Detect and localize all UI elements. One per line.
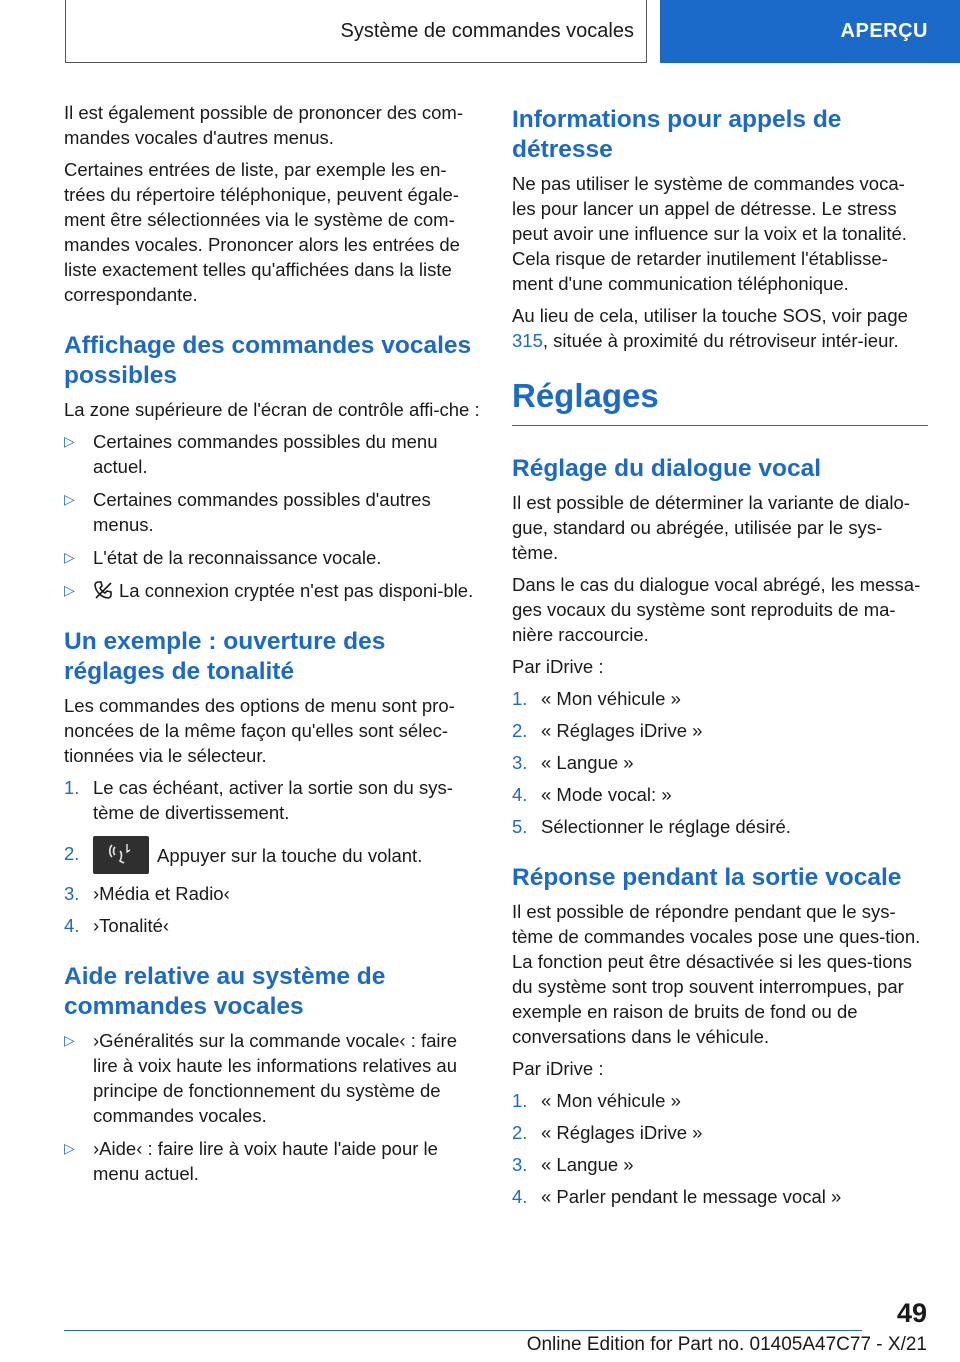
list-item: 3. « Langue » — [512, 1154, 634, 1175]
voice-steering-button-icon — [93, 836, 149, 874]
list-item: ▷ Certaines commandes possibles d'autres menus. — [64, 489, 431, 535]
list-item: 4. « Parler pendant le message vocal » — [512, 1186, 842, 1207]
bullet-list-affichage — [64, 429, 484, 603]
left-column — [64, 100, 484, 1194]
paragraph: Au lieu de cela, utiliser la touche SOS, voir page 315, située à proximité du rétroviseur intér-ieur. — [512, 305, 908, 351]
heading-reponse: Réponse pendant la sortie vocale — [512, 864, 902, 891]
header-tab-label: APERÇU — [840, 20, 928, 42]
bullet-icon: ▷ — [64, 433, 75, 449]
paragraph: Par iDrive : — [512, 656, 604, 677]
heading-reglages: Réglages — [512, 373, 928, 426]
list-item: ▷ ›Aide‹ : faire lire à voix haute l'aide pour le menu actuel. — [64, 1138, 438, 1184]
right-column — [512, 100, 928, 1216]
paragraph: Dans le cas du dialogue vocal abrégé, les messa-ges vocaux du système sont reproduits de ma-nière raccourcie. — [512, 574, 921, 645]
heading-exemple: Un exemple : ouverture des réglages de tonalité — [64, 628, 386, 685]
paragraph: Par iDrive : — [512, 1058, 604, 1079]
list-item: 5. Sélectionner le réglage désiré. — [512, 816, 791, 837]
list-item: ▷ Certaines commandes possibles du menu actuel. — [64, 431, 438, 477]
bullet-icon: ▷ — [64, 582, 75, 598]
footer-edition: Online Edition for Part no. 01405A47C77 - X/21 — [526, 1334, 927, 1355]
paragraph: Certaines entrées de liste, par exemple les en-trées du répertoire téléphonique, peuvent égale-ment être sélectionnées via le système de com-mandes vocales. Prononcer alors les entrées de liste exactement telles qu'affichées dans la liste correspondante. — [64, 159, 460, 305]
paragraph: Il est possible de déterminer la variante de dialo-gue, standard ou abrégée, utilisée par le sys-tème. — [512, 492, 910, 563]
paragraph: Ne pas utiliser le système de commandes voca-les pour lancer un appel de détresse. Le stress peut avoir une influence sur la voix et la tonalité. Cela risque de retarder inutilement l'établisse-ment d'une communication téléphonique. — [512, 173, 907, 294]
heading-affichage: Affichage des commandes vocales possibles — [64, 332, 472, 389]
heading-detresse: Informations pour appels de détresse — [512, 106, 842, 163]
steps-exemple — [64, 775, 484, 938]
list-item: 3. « Langue » — [512, 752, 634, 773]
list-item: ▷ L'état de la reconnaissance vocale. — [64, 547, 382, 568]
paragraph: La zone supérieure de l'écran de contrôle affi-che : — [64, 399, 480, 420]
steps-dialogue — [512, 686, 928, 839]
paragraph: Il est possible de répondre pendant que le sys-tème de commandes vocales pose une ques-tion. La fonction peut être désactivée si les ques-tions du système sont trop souvent interrompues, par exemple en raison de bruits de fond ou de conversations dans le véhicule. — [512, 901, 921, 1047]
bullet-list-aide — [64, 1028, 484, 1186]
paragraph: Les commandes des options de menu sont pro-noncées de la même façon qu'elles sont sélec-tionnées via le sélecteur. — [64, 695, 455, 766]
bullet-icon: ▷ — [64, 1032, 75, 1048]
list-item: 1. « Mon véhicule » — [512, 1090, 681, 1111]
bullet-icon: ▷ — [64, 549, 75, 565]
header-section-title: Système de commandes vocales — [340, 19, 634, 42]
heading-dialogue: Réglage du dialogue vocal — [512, 455, 822, 482]
list-item: ▷ La connexion cryptée n'est pas disponi-ble. — [64, 580, 474, 601]
header-tab-apercu[interactable] — [660, 0, 960, 63]
paragraph: Il est également possible de prononcer des com-mandes vocales d'autres menus. — [64, 102, 463, 148]
page-number: 49 — [896, 1298, 927, 1328]
list-item: 1. Le cas échéant, activer la sortie son du sys-tème de divertissement. — [64, 777, 453, 823]
list-item: 1. « Mon véhicule » — [512, 688, 681, 709]
list-item: ▷ ›Généralités sur la commande vocale‹ : faire lire à voix haute les informations relatives au principe de fonctionnement du système de commandes vocales. — [64, 1030, 458, 1126]
crossed-phone-icon — [93, 580, 113, 600]
list-item: 3. ›Média et Radio‹ — [64, 883, 230, 904]
list-item: 2. Appuyer sur la touche du volant. — [64, 832, 484, 874]
bullet-icon: ▷ — [64, 491, 75, 507]
bullet-icon: ▷ — [64, 1140, 75, 1156]
running-header — [65, 0, 647, 63]
steps-reponse — [512, 1088, 928, 1209]
list-item: 2. « Réglages iDrive » — [512, 720, 703, 741]
list-item: 2. « Réglages iDrive » — [512, 1122, 703, 1143]
footer-divider — [64, 1330, 862, 1331]
list-item: 4. « Mode vocal: » — [512, 784, 672, 805]
heading-aide: Aide relative au système de commandes vocales — [64, 963, 386, 1020]
page-link-315[interactable]: 315 — [512, 330, 543, 351]
list-item: 4. ›Tonalité‹ — [64, 915, 170, 936]
